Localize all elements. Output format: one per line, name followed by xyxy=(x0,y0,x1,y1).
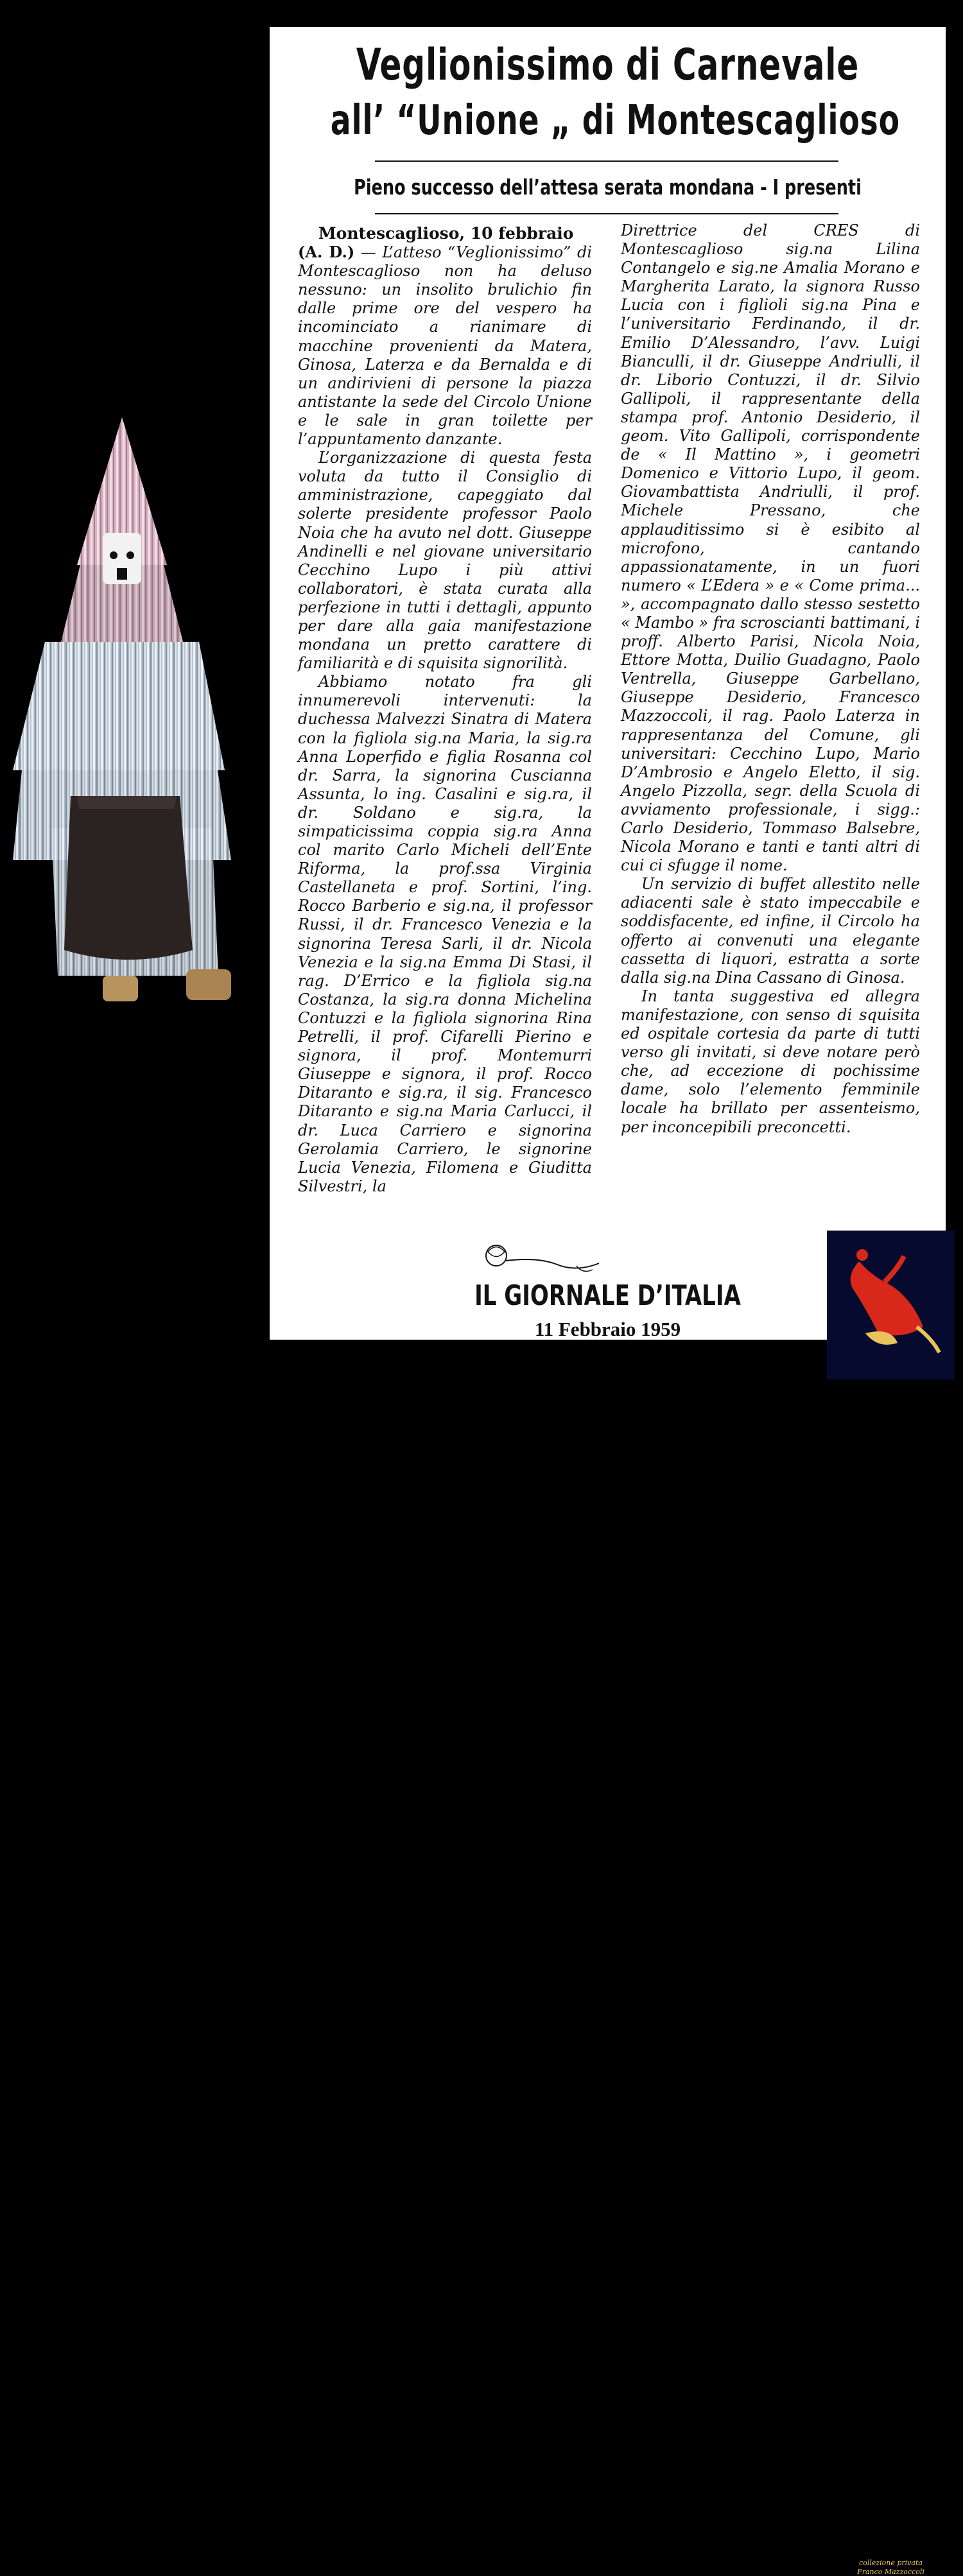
article-paragraph: Un servizio di buffet allestito nelle adiacenti sale è stato impeccabile e soddisfacente, ed infine, il Circolo ha offerto ai convenuti una elegante cassetta di liquori, estratta a sorte dalla sig.na Dina Cassano di Ginosa. xyxy=(621,875,920,987)
bottom-rule xyxy=(375,213,838,214)
article-paragraph: (A. D.) — L’atteso “Veglionissimo” di Montescaglioso non ha deluso nessuno: un insolito brulichio fin dalle prime ore del vespero ha incominciato a rianimare di macchine provenienti da Matera, Ginosa, Laterza e da Bernalda e di un andirivieni di persone la piazza antistante la sede del Circolo Unione e le sale in gran toilette per l’appuntamento danzante. xyxy=(298,243,592,449)
article-column-2 xyxy=(621,221,920,1137)
article-paragraph: In tanta suggestiva ed allegra manifestazione, con senso di squisita ed ospitale cortesia da parte di tutti verso gli invitati, si deve notare però che, ad eccezione di pochissime dame, solo l’elemento femminile locale ha brillato per assenteismo, per inconcepibili preconcetti. xyxy=(621,987,920,1136)
flower-ornament-icon xyxy=(480,1239,602,1279)
headline-line1: Veglionissimo di Carnevale xyxy=(356,40,860,91)
collection-watermark-logo xyxy=(827,1231,955,2576)
article-column-1 xyxy=(298,224,592,1196)
watermark-text-line2: Franco Mazzoccoli xyxy=(857,2568,924,2576)
dateline: Montescaglioso, 10 febbraio xyxy=(318,224,574,243)
newspaper-masthead: IL GIORNALE D’ITALIA xyxy=(474,1279,741,1312)
article-paragraph: L’organizzazione di questa festa voluta da tutto il Consiglio di amministrazione, capeggiato dal solerte presidente professor Paolo Noia che ha avuto nel dott. Giuseppe Andinelli e nel giovane universitario Cecchino Lupo i più attivi collaboratori, è stata curata alla perfezione in tutti i dettagli, appunto per dare alla gaia manifestazione mondana un pretto carattere di familiarità e di squisita signorilità. xyxy=(298,449,592,673)
publication-date: 11 Febbraio 1959 xyxy=(534,1318,681,1340)
watermark-text-line1: collezione privata xyxy=(859,2559,923,2567)
subheadline: Pieno successo dell’attesa serata mondana - I presenti xyxy=(354,175,862,200)
newspaper-clipping xyxy=(270,27,946,1340)
headline-line2: all’ “Unione „ di Montescaglioso xyxy=(330,97,900,144)
cowbell xyxy=(64,796,193,960)
left-boot xyxy=(103,976,138,1001)
article-paragraph: Direttrice del CRES di Montescaglioso sig.na Lilina Contangelo e sig.ne Amalia Morano e Margherita Larato, la signora Russo Lucia con i figlioli sig.na Pina e l’universitario Ferdinando, il dr. Emilio D’Alessandro, l’avv. Luigi Bianculli, il dr. Giuseppe Andriulli, il dr. Liborio Contuzzi, il dr. Silvio Gallipoli, il rappresentante della stampa prof. Antonio Desiderio, il geom. Vito Gallipoli, corrispondente de « Il Mattino », i geometri Domenico e Vittorio Lupo, il geom. Giovambattista Andriulli, il prof. Michele Pressano, che applauditissimo si è esibito al microfono, cantando appassionatamente, in un fuori numero « L’Edera » e « Come prima... », accompagnato dallo stesso sestetto « Mambo » fra scroscianti battimani, i proff. Alberto Parisi, Nicola Noia, Ettore Motta, Duilio Guadagno, Paolo Ventrella, Giuseppe Garbellano, Giuseppe Desiderio, Francesco Mazzoccoli, il rag. Paolo Laterza in rappresentanza del Comune, gli universitari: Cecchino Lupo, Mario D’Ambrosio e Angelo Eletto, il sig. Angelo Pizzolla, segr. della Scuola di avviamento professionale, i sigg.: Carlo Desiderio, Tommaso Balsebre, Nicola Morano e tanti e tanti altri di cui ci sfugge il nome. xyxy=(621,221,920,875)
article-paragraph: Abbiamo notato fra gli innumerevoli intervenuti: la duchessa Malvezzi Sinatra di Matera con la figliola sig.na Maria, la sig.ra Anna Loperfido e figlia Rosanna col dr. Sarra, la signorina Cuscianna Assunta, lo ing. Casalini e sig.ra, il dr. Soldano e sig.ra, la simpaticissima coppia sig.ra Anna col marito Carlo Micheli dell’Ente Riforma, la prof.ssa Virginia Castellaneta e prof. Sortini, l’ing. Rocco Barberio e sig.na, il professor Russi, il dr. Francesco Venezia e la signorina Teresa Sarli, il dr. Nicola Venezia e la sig.na Emma Di Stasi, il rag. D’Errico e la figliola sig.na Costanza, la sig.ra donna Michelina Contuzzi e la figliola signorina Rina Petrelli, il prof. Cifarelli Pierino e signora, il prof. Montemurri Giuseppe e signora, il prof. Rocco Ditaranto e sig.ra, il sig. Francesco Ditaranto e sig.na Maria Carlucci, il dr. Luca Carriero e signorina Gerolamia Carriero, le signorine Lucia Venezia, Filomena e Giuditta Silvestri, la xyxy=(298,673,592,1195)
right-boot xyxy=(186,969,231,1000)
byline: (A. D.) xyxy=(298,243,355,262)
top-rule xyxy=(375,160,838,162)
carnival-costume-photo xyxy=(0,411,244,1008)
